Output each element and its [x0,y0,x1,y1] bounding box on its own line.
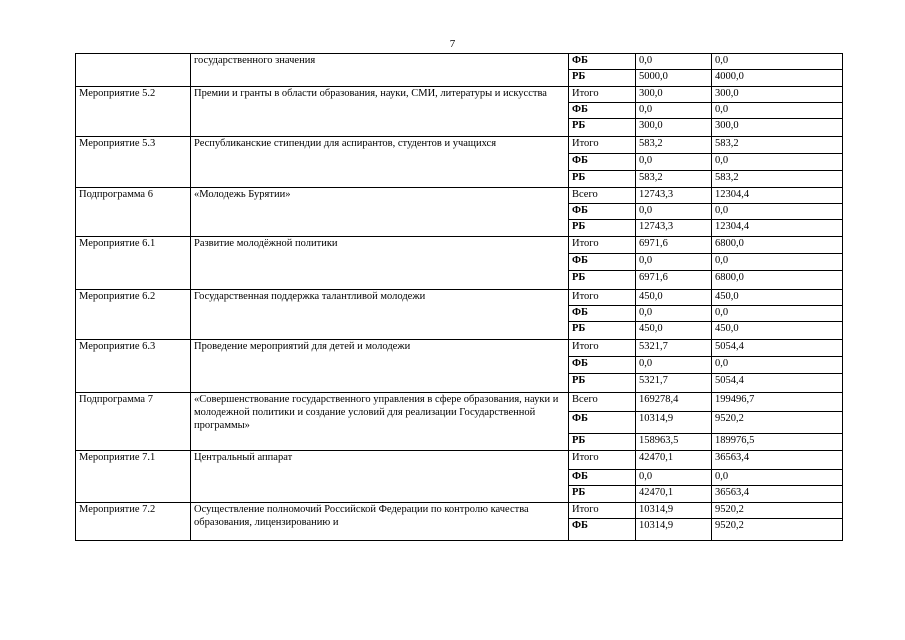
funding-source: Итого [569,87,636,103]
value-col-1: 42470,1 [636,451,712,470]
row-description: Осуществление полномочий Российской Федерации по контролю качества образования, лицензированию и [191,503,569,541]
funding-source: ФБ [569,357,636,374]
funding-source: РБ [569,374,636,393]
funding-source: Итого [569,503,636,519]
funding-source: РБ [569,171,636,188]
value-col-1: 158963,5 [636,434,712,451]
funding-source: Итого [569,237,636,254]
value-col-1: 583,2 [636,171,712,188]
funding-source: ФБ [569,154,636,171]
funding-source: ФБ [569,412,636,434]
row-description: Центральный аппарат [191,451,569,503]
value-col-2: 0,0 [712,357,843,374]
row-name: Мероприятие 5.2 [76,87,191,137]
value-col-1: 300,0 [636,87,712,103]
value-col-1: 6971,6 [636,271,712,290]
funding-source: РБ [569,434,636,451]
row-name [76,54,191,87]
value-col-1: 10314,9 [636,519,712,541]
row-name: Подпрограмма 6 [76,188,191,237]
row-name: Мероприятие 6.1 [76,237,191,290]
funding-source: Итого [569,340,636,357]
budget-table [75,53,843,541]
row-name: Подпрограмма 7 [76,393,191,451]
table-row [76,393,843,412]
value-col-1: 5321,7 [636,340,712,357]
value-col-2: 450,0 [712,322,843,340]
funding-source: Всего [569,188,636,204]
page-number: 7 [449,38,456,50]
value-col-1: 0,0 [636,357,712,374]
value-col-2: 300,0 [712,87,843,103]
value-col-1: 0,0 [636,306,712,322]
row-name: Мероприятие 6.3 [76,340,191,393]
funding-source: Итого [569,451,636,470]
row-description: Республиканские стипендии для аспирантов, студентов и учащихся [191,137,569,188]
funding-source: Итого [569,137,636,154]
value-col-1: 583,2 [636,137,712,154]
table-row [76,340,843,357]
table-row [76,237,843,254]
value-col-1: 0,0 [636,254,712,271]
row-description: Развитие молодёжной политики [191,237,569,290]
row-description: Государственная поддержка талантливой молодежи [191,290,569,340]
value-col-2: 12304,4 [712,188,843,204]
row-description: «Совершенствование государственного управления в сфере образования, науки и молодежной политики и создание условий для реализации Государственной программы» [191,393,569,451]
value-col-2: 189976,5 [712,434,843,451]
row-description: государственного значения [191,54,569,87]
value-col-2: 0,0 [712,54,843,70]
value-col-1: 10314,9 [636,503,712,519]
value-col-2: 4000,0 [712,70,843,87]
value-col-1: 0,0 [636,470,712,486]
value-col-1: 0,0 [636,54,712,70]
value-col-1: 300,0 [636,119,712,137]
row-name: Мероприятие 7.2 [76,503,191,541]
table-row [76,137,843,154]
row-name: Мероприятие 7.1 [76,451,191,503]
funding-source: ФБ [569,519,636,541]
value-col-2: 300,0 [712,119,843,137]
funding-source: РБ [569,271,636,290]
funding-source: Итого [569,290,636,306]
value-col-2: 0,0 [712,154,843,171]
value-col-1: 169278,4 [636,393,712,412]
value-col-1: 6971,6 [636,237,712,254]
funding-source: РБ [569,119,636,137]
value-col-2: 36563,4 [712,451,843,470]
value-col-2: 583,2 [712,137,843,154]
value-col-2: 583,2 [712,171,843,188]
table-row [76,87,843,103]
row-description: Премии и гранты в области образования, науки, СМИ, литературы и искусства [191,87,569,137]
value-col-2: 36563,4 [712,486,843,503]
value-col-2: 0,0 [712,470,843,486]
value-col-2: 6800,0 [712,271,843,290]
value-col-1: 42470,1 [636,486,712,503]
value-col-1: 12743,3 [636,220,712,237]
value-col-1: 5321,7 [636,374,712,393]
value-col-2: 9520,2 [712,503,843,519]
row-name: Мероприятие 6.2 [76,290,191,340]
value-col-2: 9520,2 [712,519,843,541]
table-row [76,54,843,70]
value-col-2: 9520,2 [712,412,843,434]
table-row [76,290,843,306]
value-col-1: 0,0 [636,103,712,119]
funding-source: РБ [569,322,636,340]
value-col-1: 5000,0 [636,70,712,87]
funding-source: ФБ [569,103,636,119]
value-col-2: 0,0 [712,254,843,271]
value-col-1: 0,0 [636,204,712,220]
value-col-2: 0,0 [712,103,843,119]
funding-source: ФБ [569,204,636,220]
value-col-2: 6800,0 [712,237,843,254]
value-col-2: 0,0 [712,306,843,322]
value-col-1: 10314,9 [636,412,712,434]
row-description: «Молодежь Бурятии» [191,188,569,237]
value-col-2: 5054,4 [712,340,843,357]
value-col-2: 199496,7 [712,393,843,412]
funding-source: Всего [569,393,636,412]
value-col-2: 0,0 [712,204,843,220]
funding-source: ФБ [569,306,636,322]
funding-source: ФБ [569,254,636,271]
row-name: Мероприятие 5.3 [76,137,191,188]
value-col-2: 5054,4 [712,374,843,393]
value-col-1: 450,0 [636,322,712,340]
value-col-1: 450,0 [636,290,712,306]
value-col-1: 12743,3 [636,188,712,204]
funding-source: ФБ [569,470,636,486]
value-col-2: 12304,4 [712,220,843,237]
table-row [76,503,843,519]
funding-source: ФБ [569,54,636,70]
table-row [76,188,843,204]
value-col-2: 450,0 [712,290,843,306]
funding-source: РБ [569,486,636,503]
funding-source: РБ [569,70,636,87]
value-col-1: 0,0 [636,154,712,171]
row-description: Проведение мероприятий для детей и молодежи [191,340,569,393]
table-row [76,451,843,470]
funding-source: РБ [569,220,636,237]
